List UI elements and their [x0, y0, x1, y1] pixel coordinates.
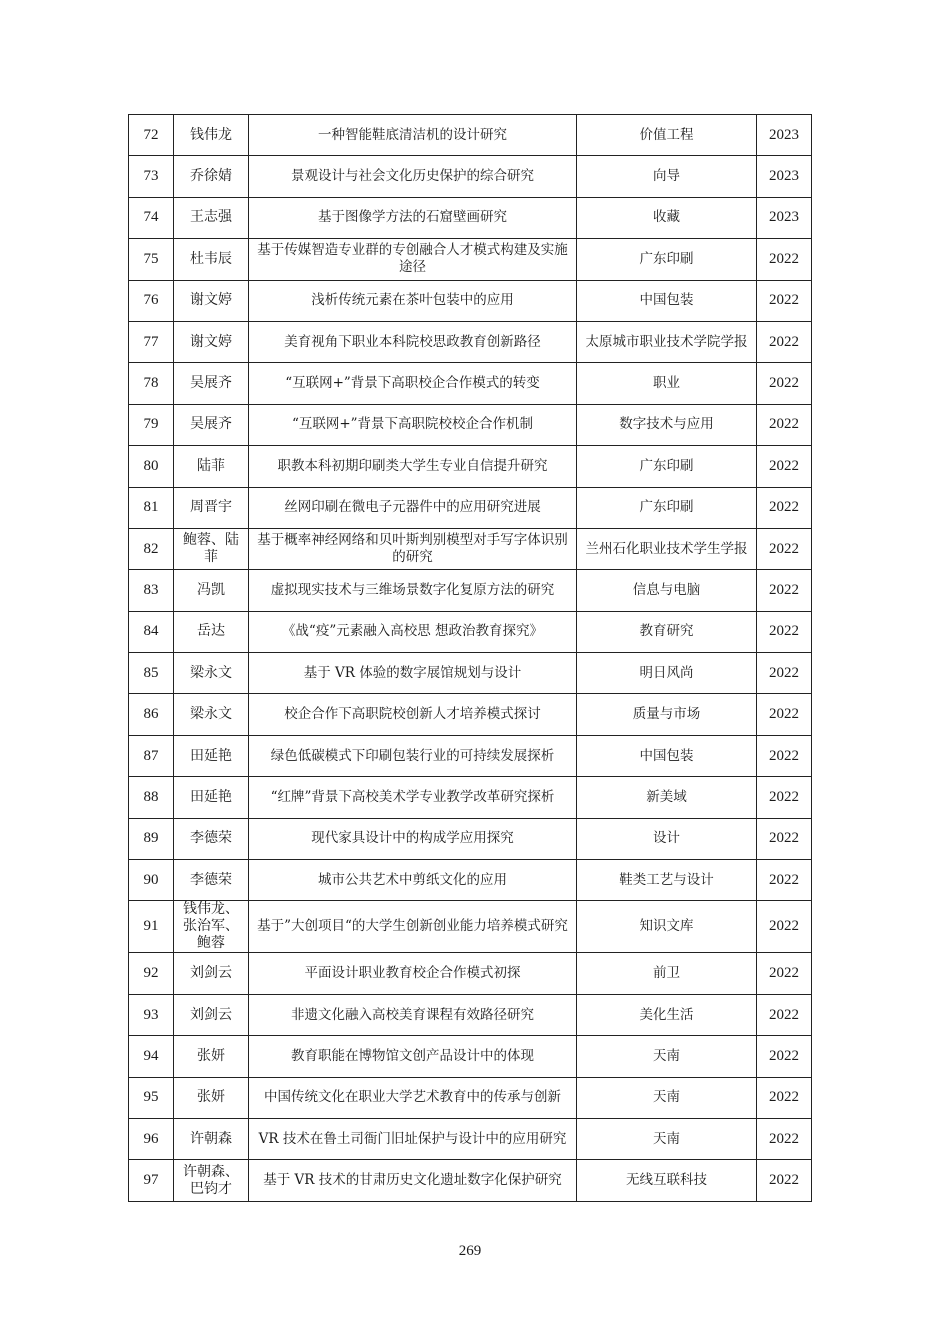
cell-year: 2022: [757, 1077, 812, 1118]
table-row: [129, 1118, 812, 1159]
cell-author: 田延艳: [174, 777, 249, 818]
cell-year: 2022: [757, 239, 812, 280]
cell-year: 2022: [757, 570, 812, 611]
cell-title: 绿色低碳模式下印刷包装行业的可持续发展探析: [249, 735, 577, 776]
publication-table: [128, 114, 812, 1202]
table-row: [129, 197, 812, 238]
cell-author: 谢文婷: [174, 280, 249, 321]
cell-author: 乔徐婧: [174, 156, 249, 197]
cell-year: 2022: [757, 735, 812, 776]
cell-title: 非遗文化融入高校美育课程有效路径研究: [249, 994, 577, 1035]
cell-year: 2022: [757, 487, 812, 528]
cell-author: 钱伟龙: [174, 115, 249, 156]
cell-journal: 明日风尚: [577, 653, 757, 694]
cell-journal: 设计: [577, 818, 757, 859]
cell-journal: 价值工程: [577, 115, 757, 156]
cell-number: 74: [129, 197, 174, 238]
cell-year: 2023: [757, 115, 812, 156]
cell-author: 钱伟龙、张治军、鲍蓉: [174, 901, 249, 953]
cell-journal: 天南: [577, 1077, 757, 1118]
cell-journal: 无线互联科技: [577, 1160, 757, 1201]
cell-number: 78: [129, 363, 174, 404]
table-row: [129, 487, 812, 528]
cell-number: 89: [129, 818, 174, 859]
cell-year: 2022: [757, 446, 812, 487]
cell-number: 82: [129, 528, 174, 569]
cell-author: 张妍: [174, 1036, 249, 1077]
cell-year: 2022: [757, 860, 812, 901]
table-row: [129, 694, 812, 735]
cell-title: 职教本科初期印刷类大学生专业自信提升研究: [249, 446, 577, 487]
cell-journal: 中国包装: [577, 735, 757, 776]
cell-year: 2022: [757, 404, 812, 445]
cell-title: 中国传统文化在职业大学艺术教育中的传承与创新: [249, 1077, 577, 1118]
cell-author: 周晋宇: [174, 487, 249, 528]
cell-number: 73: [129, 156, 174, 197]
cell-number: 80: [129, 446, 174, 487]
cell-year: 2022: [757, 321, 812, 362]
cell-number: 76: [129, 280, 174, 321]
cell-journal: 广东印刷: [577, 239, 757, 280]
cell-title: “互联网+”背景下高职校企合作模式的转变: [249, 363, 577, 404]
cell-journal: 美化生活: [577, 994, 757, 1035]
cell-year: 2022: [757, 777, 812, 818]
table-row: [129, 1160, 812, 1201]
cell-number: 86: [129, 694, 174, 735]
cell-title: 基于传媒智造专业群的专创融合人才模式构建及实施途径: [249, 239, 577, 280]
cell-title: 《战“疫”元素融入高校思 想政治教育探究》: [249, 611, 577, 652]
cell-author: 李德荣: [174, 860, 249, 901]
table-row: [129, 115, 812, 156]
cell-year: 2022: [757, 1160, 812, 1201]
cell-author: 吴展齐: [174, 363, 249, 404]
cell-number: 83: [129, 570, 174, 611]
cell-journal: 新美域: [577, 777, 757, 818]
table-row: [129, 404, 812, 445]
cell-author: 许朝森、巴钧才: [174, 1160, 249, 1201]
cell-author: 刘剑云: [174, 953, 249, 994]
table-body: [129, 115, 812, 1202]
cell-journal: 向导: [577, 156, 757, 197]
table-row: [129, 321, 812, 362]
cell-journal: 天南: [577, 1036, 757, 1077]
cell-title: 景观设计与社会文化历史保护的综合研究: [249, 156, 577, 197]
cell-author: 谢文婷: [174, 321, 249, 362]
cell-year: 2022: [757, 653, 812, 694]
cell-journal: 中国包装: [577, 280, 757, 321]
cell-year: 2022: [757, 901, 812, 953]
cell-author: 许朝森: [174, 1118, 249, 1159]
cell-number: 87: [129, 735, 174, 776]
cell-year: 2022: [757, 528, 812, 569]
cell-journal: 广东印刷: [577, 487, 757, 528]
table-row: [129, 777, 812, 818]
cell-author: 杜韦辰: [174, 239, 249, 280]
cell-title: “互联网+”背景下高职院校校企合作机制: [249, 404, 577, 445]
table-row: [129, 653, 812, 694]
cell-author: 张妍: [174, 1077, 249, 1118]
cell-author: 李德荣: [174, 818, 249, 859]
page-number: 269: [458, 1243, 482, 1259]
cell-title: 虚拟现实技术与三维场景数字化复原方法的研究: [249, 570, 577, 611]
cell-journal: 数字技术与应用: [577, 404, 757, 445]
cell-year: 2022: [757, 994, 812, 1035]
cell-author: 岳达: [174, 611, 249, 652]
cell-number: 75: [129, 239, 174, 280]
cell-number: 94: [129, 1036, 174, 1077]
cell-year: 2022: [757, 953, 812, 994]
cell-author: 刘剑云: [174, 994, 249, 1035]
cell-year: 2022: [757, 694, 812, 735]
cell-year: 2022: [757, 818, 812, 859]
cell-year: 2022: [757, 280, 812, 321]
cell-title: 城市公共艺术中剪纸文化的应用: [249, 860, 577, 901]
cell-journal: 知识文库: [577, 901, 757, 953]
table-row: [129, 860, 812, 901]
cell-year: 2022: [757, 611, 812, 652]
cell-number: 95: [129, 1077, 174, 1118]
cell-title: VR 技术在鲁土司衙门旧址保护与设计中的应用研究: [249, 1118, 577, 1159]
cell-number: 84: [129, 611, 174, 652]
cell-title: 基于概率神经网络和贝叶斯判别模型对手写字体识别的研究: [249, 528, 577, 569]
cell-title: 基于图像学方法的石窟壁画研究: [249, 197, 577, 238]
cell-journal: 兰州石化职业技术学生学报: [577, 528, 757, 569]
cell-number: 72: [129, 115, 174, 156]
cell-journal: 教育研究: [577, 611, 757, 652]
cell-title: 平面设计职业教育校企合作模式初探: [249, 953, 577, 994]
cell-number: 93: [129, 994, 174, 1035]
table-row: [129, 446, 812, 487]
cell-title: 美育视角下职业本科院校思政教育创新路径: [249, 321, 577, 362]
cell-author: 王志强: [174, 197, 249, 238]
cell-year: 2023: [757, 156, 812, 197]
cell-number: 88: [129, 777, 174, 818]
cell-journal: 收藏: [577, 197, 757, 238]
cell-author: 冯凯: [174, 570, 249, 611]
cell-number: 81: [129, 487, 174, 528]
cell-title: 基于 VR 技术的甘肃历史文化遗址数字化保护研究: [249, 1160, 577, 1201]
cell-author: 梁永文: [174, 694, 249, 735]
cell-journal: 职业: [577, 363, 757, 404]
cell-title: 一种智能鞋底清洁机的设计研究: [249, 115, 577, 156]
cell-number: 77: [129, 321, 174, 362]
cell-title: 教育职能在博物馆文创产品设计中的体现: [249, 1036, 577, 1077]
cell-year: 2022: [757, 363, 812, 404]
cell-author: 吴展齐: [174, 404, 249, 445]
cell-author: 梁永文: [174, 653, 249, 694]
cell-number: 97: [129, 1160, 174, 1201]
table-row: [129, 994, 812, 1035]
cell-journal: 质量与市场: [577, 694, 757, 735]
cell-author: 陆菲: [174, 446, 249, 487]
cell-year: 2023: [757, 197, 812, 238]
cell-author: 鲍蓉、陆菲: [174, 528, 249, 569]
cell-number: 92: [129, 953, 174, 994]
cell-title: 丝网印刷在微电子元器件中的应用研究进展: [249, 487, 577, 528]
cell-year: 2022: [757, 1118, 812, 1159]
cell-journal: 天南: [577, 1118, 757, 1159]
table-row: [129, 528, 812, 569]
cell-number: 79: [129, 404, 174, 445]
table-row: [129, 570, 812, 611]
cell-journal: 太原城市职业技术学院学报: [577, 321, 757, 362]
cell-title: “红牌”背景下高校美术学专业教学改革研究探析: [249, 777, 577, 818]
cell-number: 90: [129, 860, 174, 901]
cell-author: 田延艳: [174, 735, 249, 776]
table-row: [129, 1036, 812, 1077]
table-row: [129, 156, 812, 197]
table-row: [129, 611, 812, 652]
cell-title: 校企合作下高职院校创新人才培养模式探讨: [249, 694, 577, 735]
table-row: [129, 735, 812, 776]
cell-journal: 信息与电脑: [577, 570, 757, 611]
table-row: [129, 363, 812, 404]
cell-journal: 广东印刷: [577, 446, 757, 487]
table-row: [129, 818, 812, 859]
cell-number: 96: [129, 1118, 174, 1159]
table-row: [129, 953, 812, 994]
cell-journal: 鞋类工艺与设计: [577, 860, 757, 901]
cell-title: 基于”大创项目“的大学生创新创业能力培养模式研究: [249, 901, 577, 953]
cell-number: 85: [129, 653, 174, 694]
cell-journal: 前卫: [577, 953, 757, 994]
cell-title: 基于 VR 体验的数字展馆规划与设计: [249, 653, 577, 694]
cell-title: 浅析传统元素在茶叶包装中的应用: [249, 280, 577, 321]
cell-number: 91: [129, 901, 174, 953]
table-row: [129, 1077, 812, 1118]
cell-title: 现代家具设计中的构成学应用探究: [249, 818, 577, 859]
table-row: [129, 280, 812, 321]
table-row: [129, 239, 812, 280]
table-row: [129, 901, 812, 953]
cell-year: 2022: [757, 1036, 812, 1077]
